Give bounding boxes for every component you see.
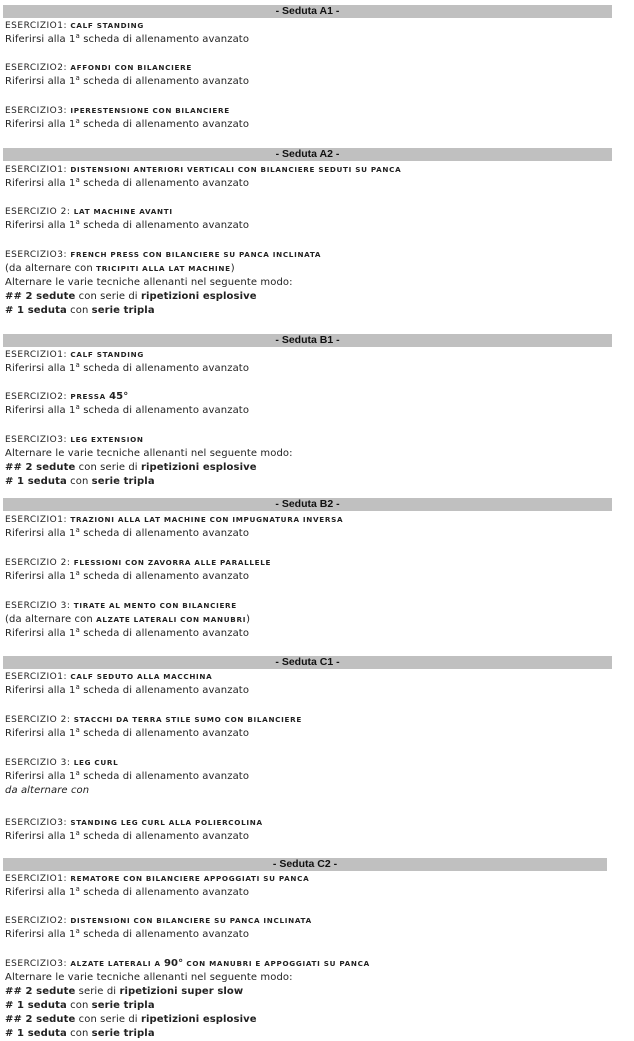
text-run: scheda di allenamento avanzato bbox=[79, 363, 250, 374]
bold-text: # 1 seduta bbox=[5, 305, 67, 316]
session-header: - Seduta C2 - bbox=[3, 858, 607, 871]
text-run: Riferirsi alla 1 bbox=[5, 831, 76, 842]
text-run: scheda di allenamento avanzato bbox=[79, 405, 250, 416]
text-run: scheda di allenamento avanzato bbox=[79, 771, 250, 782]
text-line bbox=[5, 277, 293, 289]
text-line bbox=[5, 929, 249, 941]
bold-text: ripetizioni esplosive bbox=[140, 291, 257, 302]
text-line bbox=[5, 600, 237, 612]
exercise-name: TRICIPITI ALLA LAT MACHINE bbox=[96, 264, 231, 273]
text-line bbox=[5, 1028, 155, 1040]
text-run: scheda di allenamento avanzato bbox=[79, 628, 250, 639]
text-line bbox=[5, 514, 343, 526]
exercise-label: ESERCIZIO1: bbox=[5, 874, 71, 884]
text-line bbox=[5, 1014, 257, 1026]
text-run: scheda di allenamento avanzato bbox=[79, 34, 250, 45]
bold-text: ripetizioni super slow bbox=[119, 986, 244, 997]
exercise-name: ALZATE LATERALI CON MANUBRI bbox=[96, 615, 247, 624]
text-line bbox=[5, 771, 249, 783]
exercise-label: ESERCIZIO 2: bbox=[5, 715, 74, 725]
text-line bbox=[5, 831, 249, 843]
text-run: Riferirsi alla 1 bbox=[5, 728, 76, 739]
text-run: Riferirsi alla 1 bbox=[5, 628, 76, 639]
superscript: a bbox=[75, 829, 80, 837]
bold-text: ripetizioni esplosive bbox=[140, 462, 257, 473]
exercise-name: LEG CURL bbox=[73, 758, 119, 767]
exercise-name: TRAZIONI ALLA LAT MACHINE CON IMPUGNATURA INVERSA bbox=[70, 515, 344, 524]
exercise-name: ALZATE LATERALI A bbox=[70, 959, 164, 968]
bold-text: ## 2 sedute bbox=[5, 986, 76, 997]
text-line bbox=[5, 571, 249, 583]
superscript: a bbox=[75, 683, 80, 691]
text-run: con serie di bbox=[75, 291, 141, 302]
exercise-name: STANDING LEG CURL ALLA POLIERCOLINA bbox=[70, 818, 263, 827]
text-run: con bbox=[66, 305, 92, 316]
bold-text: ## 2 sedute bbox=[5, 291, 76, 302]
exercise-label: ESERCIZIO1: bbox=[5, 165, 71, 175]
text-run: Riferirsi alla 1 bbox=[5, 528, 76, 539]
session-header: - Seduta B2 - bbox=[3, 498, 612, 511]
exercise-label: ESERCIZIO3: bbox=[5, 106, 71, 116]
text-run: Riferirsi alla 1 bbox=[5, 887, 76, 898]
text-line bbox=[5, 817, 263, 829]
exercise-name: AFFONDI CON BILANCIERE bbox=[70, 63, 192, 72]
text-line bbox=[5, 34, 249, 46]
superscript: a bbox=[75, 927, 80, 935]
exercise-name: DISTENSIONI CON BILANCIERE SU PANCA INCLINATA bbox=[70, 916, 312, 925]
text-line bbox=[5, 249, 321, 261]
text-line bbox=[5, 220, 249, 232]
text-line bbox=[5, 958, 370, 970]
text-line bbox=[5, 986, 243, 998]
text-run: (da alternare con bbox=[5, 263, 97, 274]
superscript: a bbox=[75, 569, 80, 577]
text-line bbox=[5, 105, 230, 117]
session-header: - Seduta C1 - bbox=[3, 656, 612, 669]
text-run: scheda di allenamento avanzato bbox=[79, 119, 250, 130]
text-run: scheda di allenamento avanzato bbox=[79, 528, 250, 539]
text-run: ) bbox=[246, 614, 251, 625]
exercise-label: ESERCIZIO3: bbox=[5, 435, 71, 445]
text-run: con bbox=[66, 1028, 92, 1039]
exercise-label: ESERCIZIO 3: bbox=[5, 758, 74, 768]
exercise-label: ESERCIZIO3: bbox=[5, 250, 71, 260]
text-run: scheda di allenamento avanzato bbox=[79, 685, 250, 696]
superscript: a bbox=[75, 885, 80, 893]
bold-number: 45° bbox=[109, 391, 129, 402]
exercise-label: ESERCIZIO1: bbox=[5, 672, 71, 682]
exercise-label: ESERCIZIO 2: bbox=[5, 558, 74, 568]
exercise-label: ESERCIZIO 3: bbox=[5, 601, 74, 611]
exercise-label: ESERCIZIO1: bbox=[5, 515, 71, 525]
text-line bbox=[5, 206, 173, 218]
text-line bbox=[5, 164, 401, 176]
bold-text: ## 2 sedute bbox=[5, 462, 76, 473]
text-line bbox=[5, 557, 271, 569]
exercise-label: ESERCIZIO2: bbox=[5, 916, 71, 926]
text-run: con bbox=[66, 1000, 92, 1011]
text-line bbox=[5, 714, 302, 726]
text-run: ) bbox=[230, 263, 235, 274]
exercise-label: ESERCIZIO2: bbox=[5, 392, 71, 402]
exercise-name: FRENCH PRESS CON BILANCIERE SU PANCA INCLINATA bbox=[70, 250, 322, 259]
text-run: Riferirsi alla 1 bbox=[5, 119, 76, 130]
session-header: - Seduta A2 - bbox=[3, 148, 612, 161]
exercise-label: ESERCIZIO3: bbox=[5, 959, 71, 969]
text-run: scheda di allenamento avanzato bbox=[79, 76, 250, 87]
text-run: scheda di allenamento avanzato bbox=[79, 571, 250, 582]
text-line bbox=[5, 528, 249, 540]
text-line bbox=[5, 915, 312, 927]
bold-number: 90° bbox=[163, 958, 184, 969]
text-line bbox=[5, 291, 257, 303]
text-line bbox=[5, 263, 235, 275]
text-line bbox=[5, 628, 249, 640]
exercise-name: LAT MACHINE AVANTI bbox=[73, 207, 173, 216]
exercise-name: IPERESTENSIONE CON BILANCIERE bbox=[70, 106, 230, 115]
exercise-name: CALF STANDING bbox=[70, 350, 144, 359]
text-line bbox=[5, 119, 249, 131]
text-run: con bbox=[66, 476, 92, 487]
text-run: Alternare le varie tecniche allenanti nel seguente modo: bbox=[5, 972, 293, 983]
text-line bbox=[5, 671, 212, 683]
bold-text: ripetizioni esplosive bbox=[140, 1014, 257, 1025]
bold-text: # 1 seduta bbox=[5, 1000, 67, 1011]
text-line bbox=[5, 62, 192, 74]
bold-text: # 1 seduta bbox=[5, 476, 67, 487]
text-run: Alternare le varie tecniche allenanti nel seguente modo: bbox=[5, 277, 293, 288]
text-line bbox=[5, 785, 89, 797]
exercise-name: CON MANUBRI E APPOGGIATI SU PANCA bbox=[183, 959, 370, 968]
exercise-label: ESERCIZIO 2: bbox=[5, 207, 74, 217]
superscript: a bbox=[75, 361, 80, 369]
text-run: con serie di bbox=[75, 1014, 141, 1025]
text-line bbox=[5, 349, 144, 361]
exercise-name: CALF SEDUTO ALLA MACCHINA bbox=[70, 672, 213, 681]
text-run: Riferirsi alla 1 bbox=[5, 685, 76, 696]
superscript: a bbox=[75, 626, 80, 634]
text-line bbox=[5, 462, 257, 474]
superscript: a bbox=[75, 74, 80, 82]
text-run: Alternare le varie tecniche allenanti nel seguente modo: bbox=[5, 448, 293, 459]
text-line bbox=[5, 728, 249, 740]
session-header: - Seduta A1 - bbox=[3, 5, 612, 18]
text-run: con serie di bbox=[75, 462, 141, 473]
text-line bbox=[5, 434, 144, 446]
text-run: Riferirsi alla 1 bbox=[5, 571, 76, 582]
bold-text: serie tripla bbox=[91, 305, 155, 316]
bold-text: serie tripla bbox=[91, 1000, 155, 1011]
text-run: Riferirsi alla 1 bbox=[5, 929, 76, 940]
text-line bbox=[5, 178, 249, 190]
text-run: scheda di allenamento avanzato bbox=[79, 929, 250, 940]
italic-text: da alternare con bbox=[5, 785, 90, 796]
superscript: a bbox=[75, 117, 80, 125]
superscript: a bbox=[75, 218, 80, 226]
exercise-name: FLESSIONI CON ZAVORRA ALLE PARALLELE bbox=[73, 558, 272, 567]
text-run: scheda di allenamento avanzato bbox=[79, 887, 250, 898]
session-header: - Seduta B1 - bbox=[3, 334, 612, 347]
text-run: (da alternare con bbox=[5, 614, 97, 625]
exercise-name: STACCHI DA TERRA STILE SUMO CON BILANCIERE bbox=[73, 715, 302, 724]
text-line bbox=[5, 391, 128, 403]
exercise-label: ESERCIZIO1: bbox=[5, 350, 71, 360]
text-line bbox=[5, 972, 293, 984]
text-line bbox=[5, 873, 309, 885]
text-line bbox=[5, 1000, 155, 1012]
superscript: a bbox=[75, 769, 80, 777]
text-run: serie di bbox=[75, 986, 120, 997]
exercise-name: TIRATE AL MENTO CON BILANCIERE bbox=[73, 601, 237, 610]
text-run: Riferirsi alla 1 bbox=[5, 76, 76, 87]
exercise-label: ESERCIZIO1: bbox=[5, 21, 71, 31]
exercise-name: DISTENSIONI ANTERIORI VERTICALI CON BILANCIERE SEDUTI SU PANCA bbox=[70, 165, 402, 174]
text-run: Riferirsi alla 1 bbox=[5, 405, 76, 416]
text-run: Riferirsi alla 1 bbox=[5, 220, 76, 231]
bold-text: serie tripla bbox=[91, 1028, 155, 1039]
exercise-label: ESERCIZIO3: bbox=[5, 818, 71, 828]
text-line bbox=[5, 448, 293, 460]
text-run: Riferirsi alla 1 bbox=[5, 178, 76, 189]
text-line bbox=[5, 363, 249, 375]
text-line bbox=[5, 305, 155, 317]
exercise-name: CALF STANDING bbox=[70, 21, 144, 30]
text-run: Riferirsi alla 1 bbox=[5, 363, 76, 374]
bold-text: serie tripla bbox=[91, 476, 155, 487]
superscript: a bbox=[75, 176, 80, 184]
text-line bbox=[5, 20, 144, 32]
text-run: scheda di allenamento avanzato bbox=[79, 220, 250, 231]
text-line bbox=[5, 76, 249, 88]
text-run: Riferirsi alla 1 bbox=[5, 34, 76, 45]
superscript: a bbox=[75, 32, 80, 40]
text-line bbox=[5, 614, 250, 626]
text-run: scheda di allenamento avanzato bbox=[79, 831, 250, 842]
superscript: a bbox=[75, 403, 80, 411]
exercise-label: ESERCIZIO2: bbox=[5, 63, 71, 73]
superscript: a bbox=[75, 526, 80, 534]
text-line bbox=[5, 887, 249, 899]
text-run: scheda di allenamento avanzato bbox=[79, 178, 250, 189]
text-run: Riferirsi alla 1 bbox=[5, 771, 76, 782]
text-line bbox=[5, 405, 249, 417]
text-line bbox=[5, 476, 155, 488]
bold-text: ## 2 sedute bbox=[5, 1014, 76, 1025]
text-run: scheda di allenamento avanzato bbox=[79, 728, 250, 739]
exercise-name: PRESSA bbox=[70, 392, 110, 401]
bold-text: # 1 seduta bbox=[5, 1028, 67, 1039]
superscript: a bbox=[75, 726, 80, 734]
text-line bbox=[5, 757, 118, 769]
exercise-name: REMATORE CON BILANCIERE APPOGGIATI SU PANCA bbox=[70, 874, 310, 883]
text-line bbox=[5, 685, 249, 697]
exercise-name: LEG EXTENSION bbox=[70, 435, 144, 444]
